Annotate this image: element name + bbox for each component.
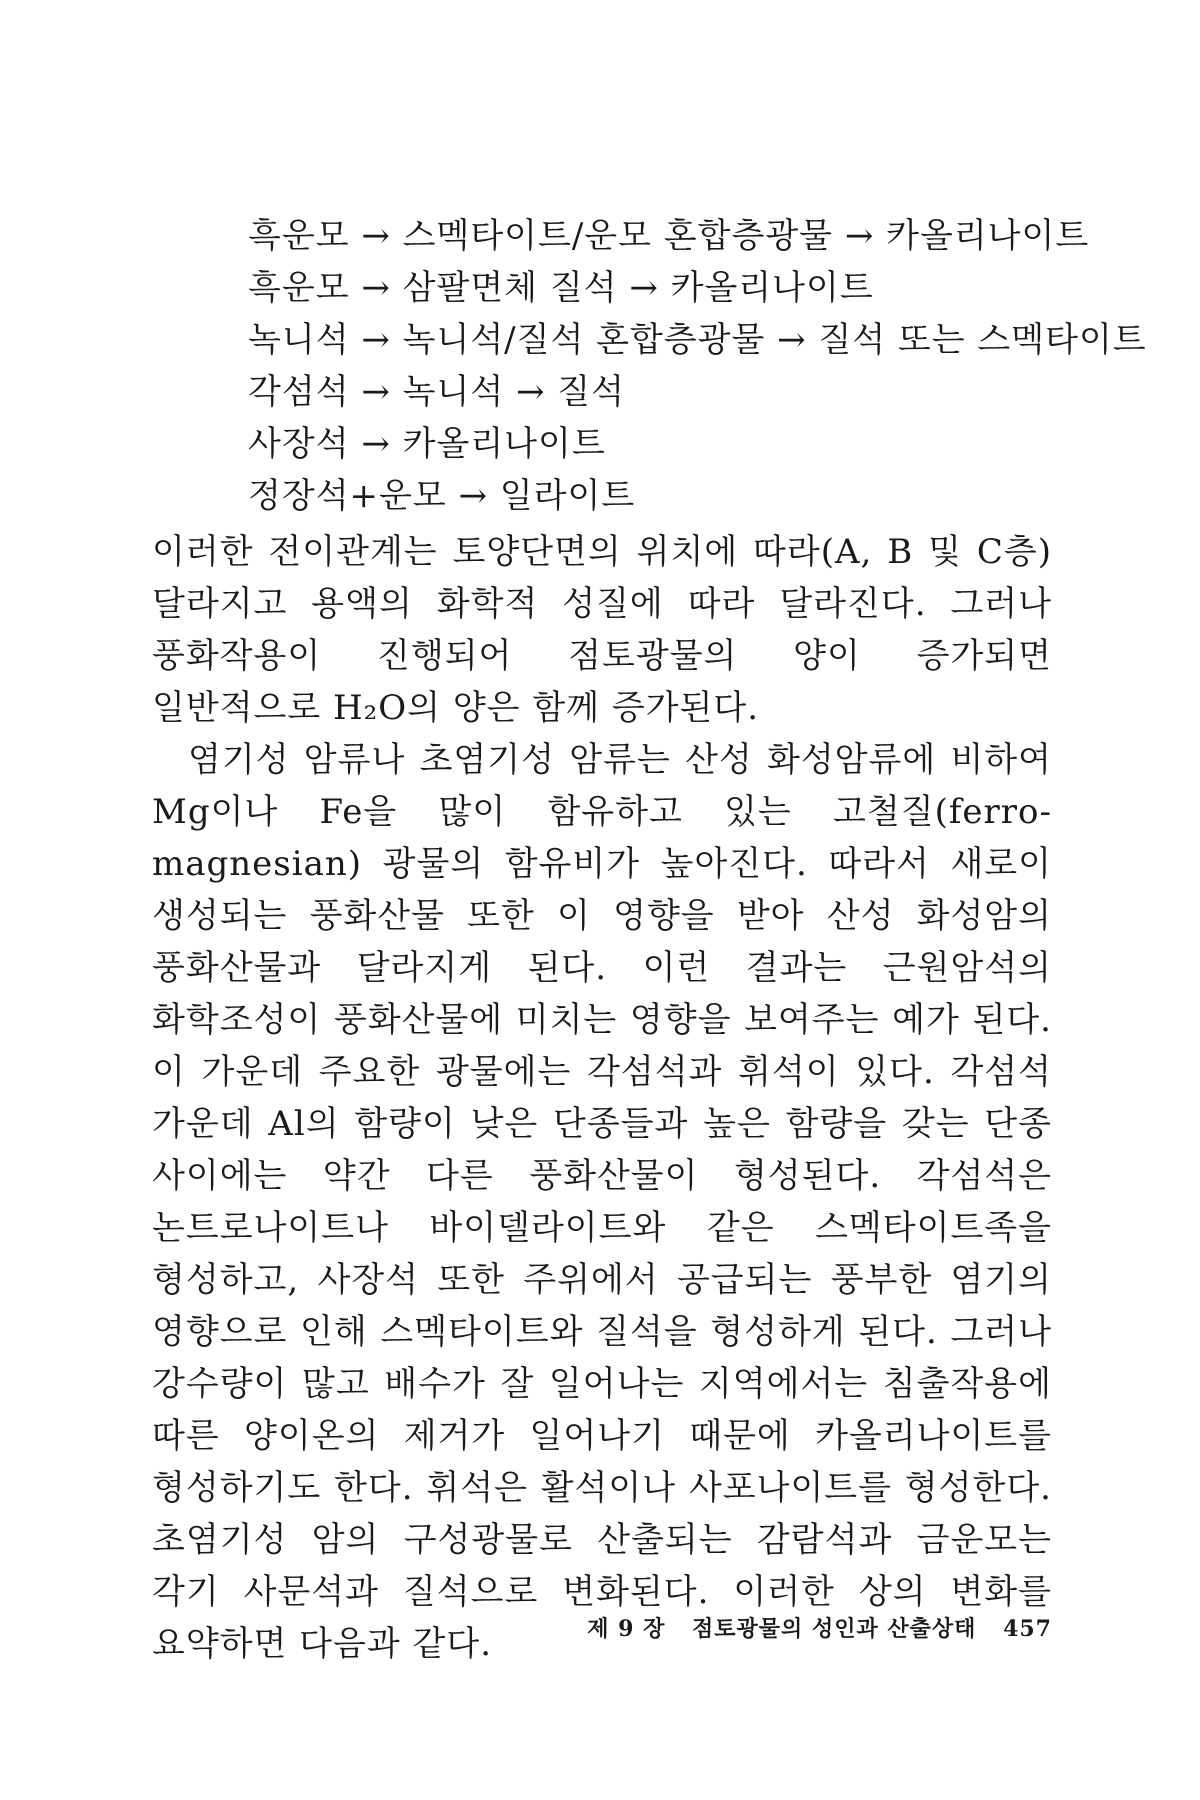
reaction-line: 녹니석 → 녹니석/질석 혼합층광물 → 질석 또는 스멕타이트 bbox=[248, 320, 1147, 360]
chapter-label: 제 9 장 bbox=[587, 1616, 666, 1642]
reaction-line: 흑운모 → 스멕타이트/운모 혼합층광물 → 카올리나이트 bbox=[248, 216, 1090, 256]
paragraph: 이러한 전이관계는 토양단면의 위치에 따라(A, B 및 C층) 달라지고 용액의 화학적 성질에 따라 달라진다. 그러나 풍화작용이 진행되어 점토광물의 양이 증가되면 일반적으로 H₂O의 양은 함께 증가된다. bbox=[152, 532, 1052, 728]
paragraph: 염기성 암류나 초염기성 암류는 산성 화성암류에 비하여 Mg이나 Fe을 많이 함유하고 있는 고철질(ferro-magnesian) 광물의 함유비가 높아진다. 따라서 새로이 생성되는 풍화산물 또한 이 영향을 받아 산성 화성암의 풍화산물과 달라지게 된다. 이런 결과는 근원암석의 화학조성이 풍화산물에 미치는 영향을 보여주는 예가 된다. 이 가운데 주요한 광물에는 각섬석과 휘석이 있다. 각섬석 가운데 Al의 함량이 낮은 단종들과 높은 함량을 갖는 단종 사이에는 약간 다른 풍화산물이 형성된다. 각섬석은 논트로나이트나 바이델라이트와 같은 스멕타이트족을 형성하고, 사장석 또한 주위에서 공급되는 풍부한 염기의 영향으로 인해 스멕타이트와 질석을 형성하게 된다. 그러나 강수량이 많고 배수가 잘 일어나는 지역에서는 침출작용에 따른 양이온의 제거가 일어나기 때문에 카올리나이트를 형성하기도 한다. 휘석은 활석이나 사포나이트를 형성한다. 초염기성 암의 구성광물로 산출되는 감람석과 금운모는 각기 사문석과 질석으로 변화된다. 이러한 상의 변화를 요약하면 다음과 같다. bbox=[152, 740, 1052, 1664]
reaction-line: 사장석 → 카올리나이트 bbox=[248, 424, 606, 464]
body-text bbox=[152, 526, 1052, 1670]
page-number: 457 bbox=[1003, 1616, 1052, 1642]
reaction-list bbox=[248, 210, 1147, 522]
reaction-line: 정장석+운모 → 일라이트 bbox=[248, 476, 636, 516]
chapter-title: 점토광물의 성인과 산출상태 bbox=[692, 1616, 977, 1642]
reaction-line: 흑운모 → 삼팔면체 질석 → 카올리나이트 bbox=[248, 268, 874, 308]
page-footer bbox=[587, 1612, 1052, 1643]
reaction-line: 각섬석 → 녹니석 → 질석 bbox=[248, 372, 625, 412]
